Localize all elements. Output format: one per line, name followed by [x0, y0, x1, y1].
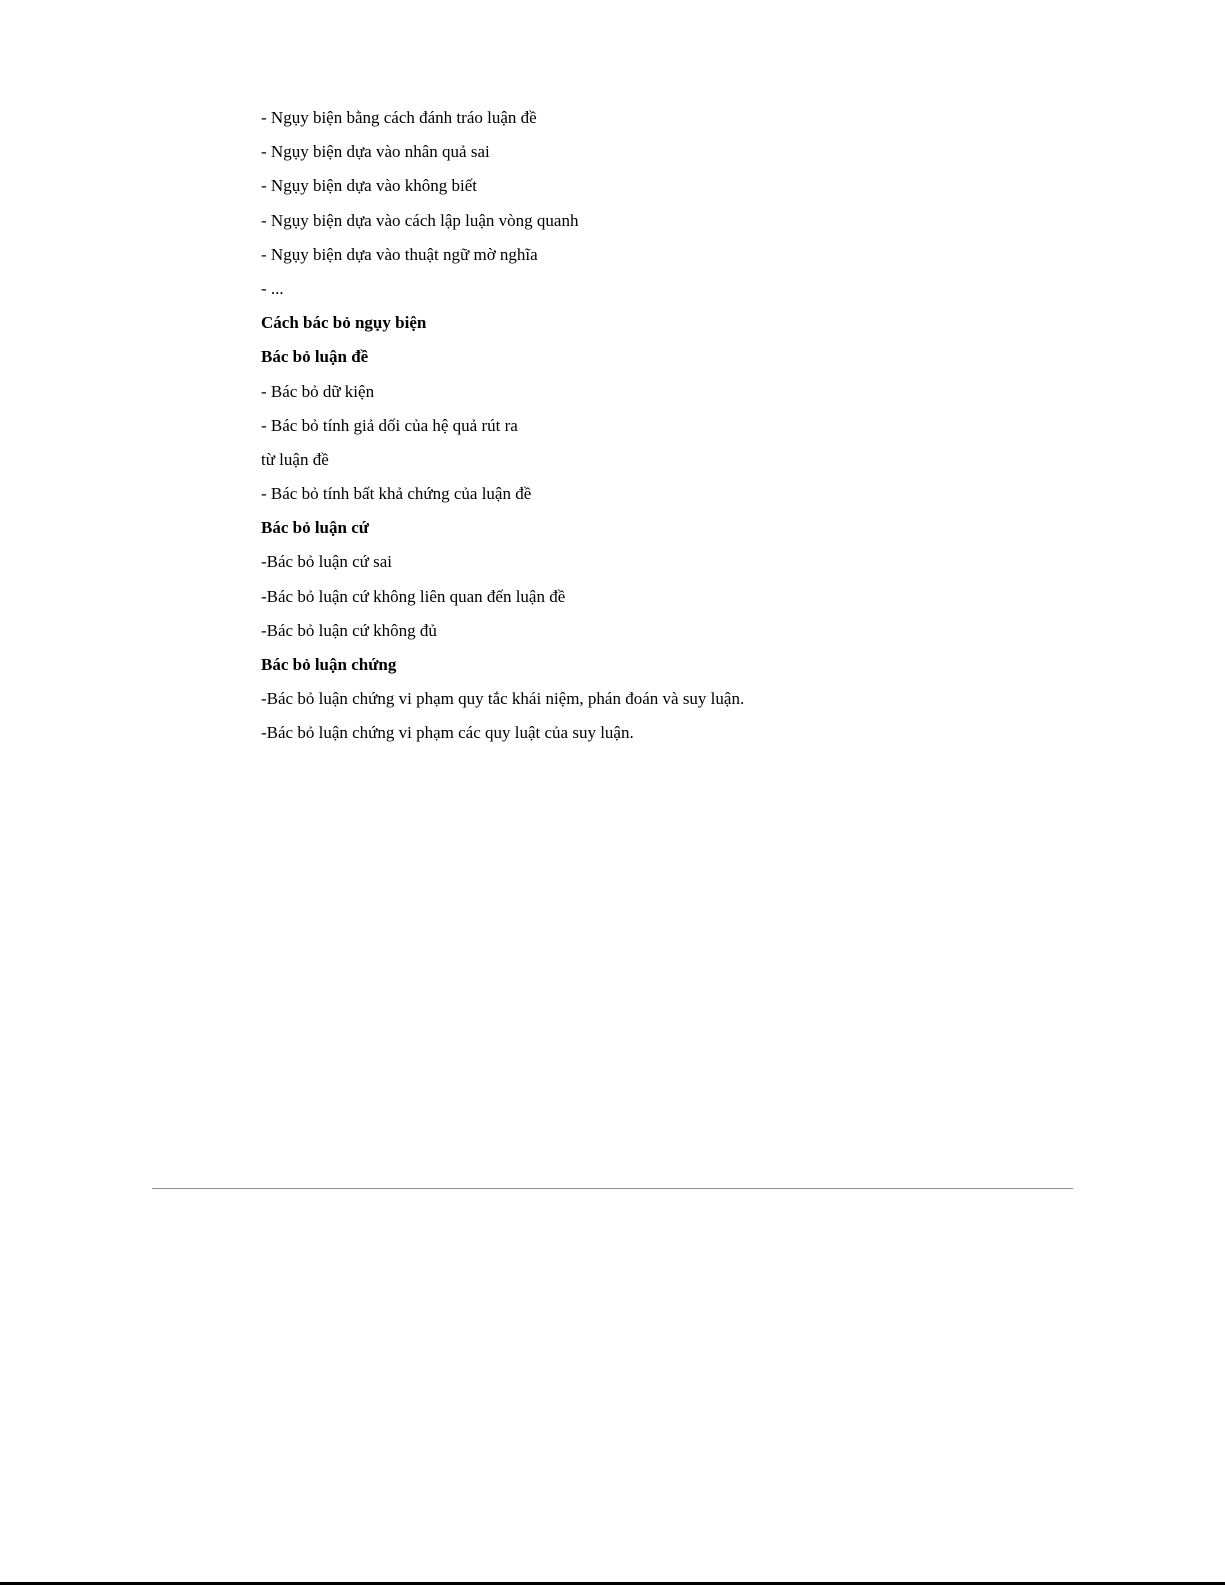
text-line: - Ngụy biện bằng cách đánh tráo luận đề	[261, 108, 537, 127]
document-body	[261, 107, 1021, 757]
text-line: -Bác bỏ luận cứ không liên quan đến luận đề	[261, 586, 566, 606]
text-line: -Bác bỏ luận chứng vi phạm quy tắc khái niệm, phán đoán và suy luận.	[261, 689, 745, 709]
section-heading: Cách bác bỏ ngụy biện	[261, 313, 427, 333]
text-line: - Ngụy biện dựa vào cách lập luận vòng quanh	[261, 210, 579, 230]
text-line: -Bác bỏ luận chứng vi phạm các quy luật của suy luận.	[261, 723, 634, 743]
text-line: - Bác bỏ dữ kiện	[261, 381, 375, 401]
page-divider	[152, 1188, 1073, 1189]
text-line: - Ngụy biện dựa vào nhân quả sai	[261, 142, 490, 162]
text-line: -Bác bỏ luận cứ sai	[261, 552, 393, 572]
text-line: từ luận đề	[261, 449, 329, 469]
text-line: - Ngụy biện dựa vào không biết	[261, 176, 478, 196]
text-line: -Bác bỏ luận cứ không đủ	[261, 620, 437, 640]
subsection-heading: Bác bỏ luận cứ	[261, 518, 369, 538]
text-line: - Bác bỏ tính giả dối của hệ quả rút ra	[261, 415, 518, 435]
text-line: - ...	[261, 278, 284, 298]
text-line: - Ngụy biện dựa vào thuật ngữ mờ nghĩa	[261, 244, 538, 264]
subsection-heading: Bác bỏ luận đề	[261, 347, 369, 367]
subsection-heading: Bác bỏ luận chứng	[261, 655, 397, 674]
text-line: - Bác bỏ tính bất khả chứng của luận đề	[261, 484, 532, 504]
